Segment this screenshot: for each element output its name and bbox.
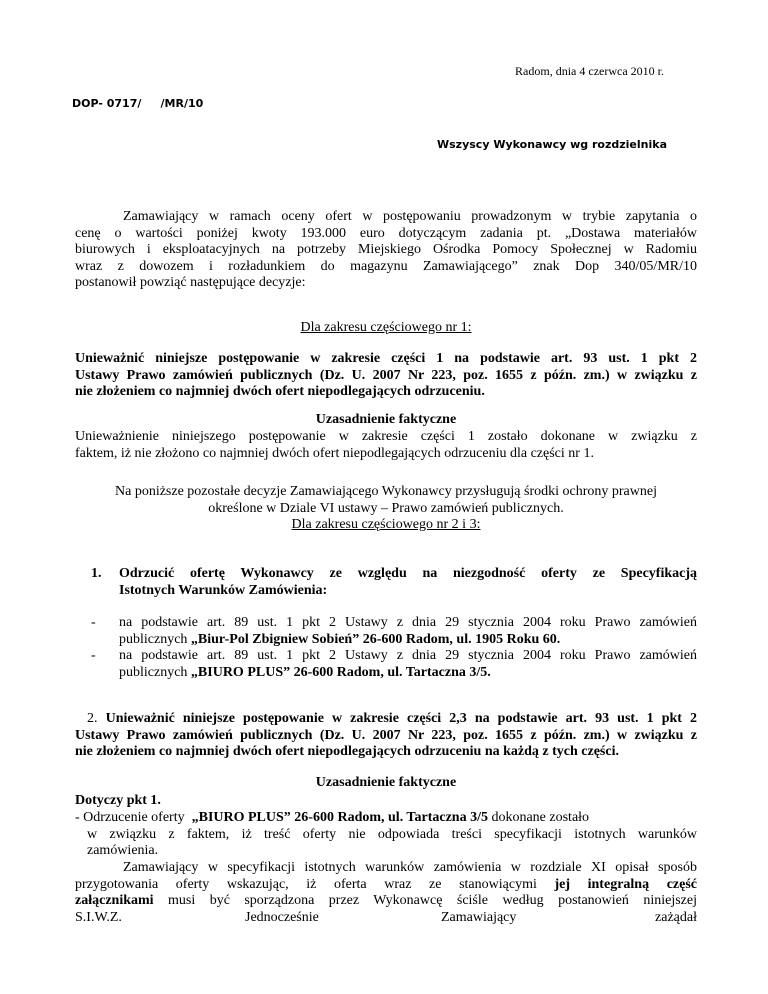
part1-justification-line: faktem, iż nie złożono co najmniej dwóch ofert niepodlegających odrzuceniu dla części nr 1.: [75, 445, 594, 461]
intro-line: wraz z dowozem i rozładunkiem do magazynu Zamawiającego” znak Dop 340/05/MR/10: [75, 258, 697, 274]
justification2-last-word: Zamawiający: [441, 909, 517, 925]
justification2-bullet-text: - Odrzucenie oferty: [75, 810, 189, 825]
justification2-bullet: [75, 810, 697, 860]
part1-decision: [75, 351, 697, 401]
intro-line: postanowił powziąć następujące decyzje:: [75, 275, 306, 290]
justification2-concerns: Dotyczy pkt 1.: [75, 793, 161, 808]
item-bullet: -: [91, 615, 96, 630]
justification2-last-word: S.I.W.Z.: [75, 909, 122, 925]
intro-paragraph: [75, 209, 697, 292]
intro-line: Zamawiający w ramach oceny ofert w postępowaniu prowadzonym w trybie zapytania o: [123, 209, 697, 224]
part23-heading: Dla zakresu częściowego nr 2 i 3:: [291, 517, 481, 532]
remedies-notice: [75, 484, 697, 534]
justification2-title: Uzasadnienie faktyczne: [315, 775, 457, 790]
part1-heading: Dla zakresu częściowego nr 1:: [300, 320, 472, 335]
point1-item: [119, 615, 697, 648]
recipients-line: Wszyscy Wykonawcy wg rozdzielnika: [437, 138, 668, 151]
justification2-bullet-line: zamówienia.: [87, 843, 159, 858]
justification2-para-text: przygotowania oferty wskazując, iż oferta wraz ze stanowiącymi: [75, 876, 555, 892]
point1-item-company: „Biur-Pol Zbigniew Sobień” 26-600 Radom, ul. 1905 Roku 60.: [190, 631, 561, 647]
point1-item-line: na podstawie art. 89 ust. 1 pkt 2 Ustawy z dnia 29 stycznia 2004 roku Prawo zamówień: [119, 615, 697, 630]
justification2-last-word: Jednocześnie: [245, 909, 319, 925]
justification2-bullet-line: w związku z faktem, iż treść oferty nie odpowiada treści specyfikacji istotnych warunków: [87, 826, 697, 842]
part1-justification-title: Uzasadnienie faktyczne: [315, 412, 457, 427]
point2-line: Ustawy Prawo zamówień publicznych (Dz. U. 2007 Nr 223, poz. 1655 z późn. zm.) w związku z: [75, 727, 697, 743]
point2-line: Unieważnić niniejsze postępowanie w zakresie części 2,3 na podstawie art. 93 ust. 1 pkt 2: [105, 711, 698, 726]
part1-decision-line: nie złożeniem co najmniej dwóch ofert niepodlegających odrzuceniu.: [75, 384, 485, 399]
point1-item: [119, 648, 697, 681]
remedies-line: Na poniższe pozostałe decyzje Zamawiającego Wykonawcy przysługują środki ochrony prawnej: [115, 484, 657, 499]
intro-line: biurowych i eksploatacyjnych na potrzeby Miejskiego Ośrodka Pomocy Społecznej w Radomiu: [75, 242, 697, 257]
point1-number: 1.: [91, 566, 102, 581]
point1-title: [119, 566, 697, 599]
part1-justification: [75, 429, 697, 462]
justification2-company: „BIURO PLUS” 26-600 Radom, ul. Tartaczna 3/5: [191, 810, 488, 825]
reference-number: DOP- 0717/ /MR/10: [72, 97, 204, 110]
point1-title-line: Istotnych Warunków Zamówienia:: [119, 582, 328, 598]
part1-decision-line: Ustawy Prawo zamówień publicznych (Dz. U. 2007 Nr 223, poz. 1655 z późn. zm.) w związku z: [75, 367, 697, 383]
justification2-bullet-text: dokonane zostało: [487, 810, 590, 825]
intro-line: cenę o wartości poniżej kwoty 193.000 euro dotyczącym zadania pt. „Dostawa materiałów: [75, 225, 697, 241]
point1-item-line: na podstawie art. 89 ust. 1 pkt 2 Ustawy z dnia 29 stycznia 2004 roku Prawo zamówień: [119, 648, 697, 663]
point1-item-company: „BIURO PLUS” 26-600 Radom, ul. Tartaczna 3/5.: [190, 664, 491, 680]
part1-justification-line: Unieważnienie niniejszego postępowanie w zakresie części 1 zostało dokonane w związku z: [75, 429, 697, 444]
justification2-para-text: musi być sporządzona przez Wykonawcę ściśle według postanowień niniejszej: [153, 893, 697, 908]
justification2-para-bold: załącznikami: [75, 893, 154, 908]
justification2-paragraph: [75, 860, 697, 926]
item-bullet: -: [91, 648, 96, 663]
justification2-para-line: Zamawiający w specyfikacji istotnych warunków zamówienia w rozdziale XI opisał sposób: [123, 860, 697, 875]
point2-line: nie złożeniem co najmniej dwóch ofert niepodlegających odrzuceniu na każdą z tych części.: [75, 744, 619, 759]
justification2-last-word: zażądał: [655, 909, 697, 925]
point1-title-line: Odrzucić ofertę Wykonawcy ze względu na niezgodność oferty ze Specyfikacją: [119, 566, 697, 581]
part1-decision-line: Unieważnić niniejsze postępowanie w zakresie części 1 na podstawie art. 93 ust. 1 pkt 2: [75, 351, 697, 366]
point2-number: 2.: [87, 711, 106, 726]
remedies-line: określone w Dziale VI ustawy – Prawo zamówień publicznych.: [208, 500, 564, 516]
point1-item-prefix: publicznych: [119, 631, 191, 647]
point2: [75, 711, 697, 761]
point1-item-prefix: publicznych: [119, 664, 191, 680]
place-date: Radom, dnia 4 czerwca 2010 r.: [515, 64, 664, 78]
justification2-para-bold: jej integralną część: [554, 876, 697, 892]
